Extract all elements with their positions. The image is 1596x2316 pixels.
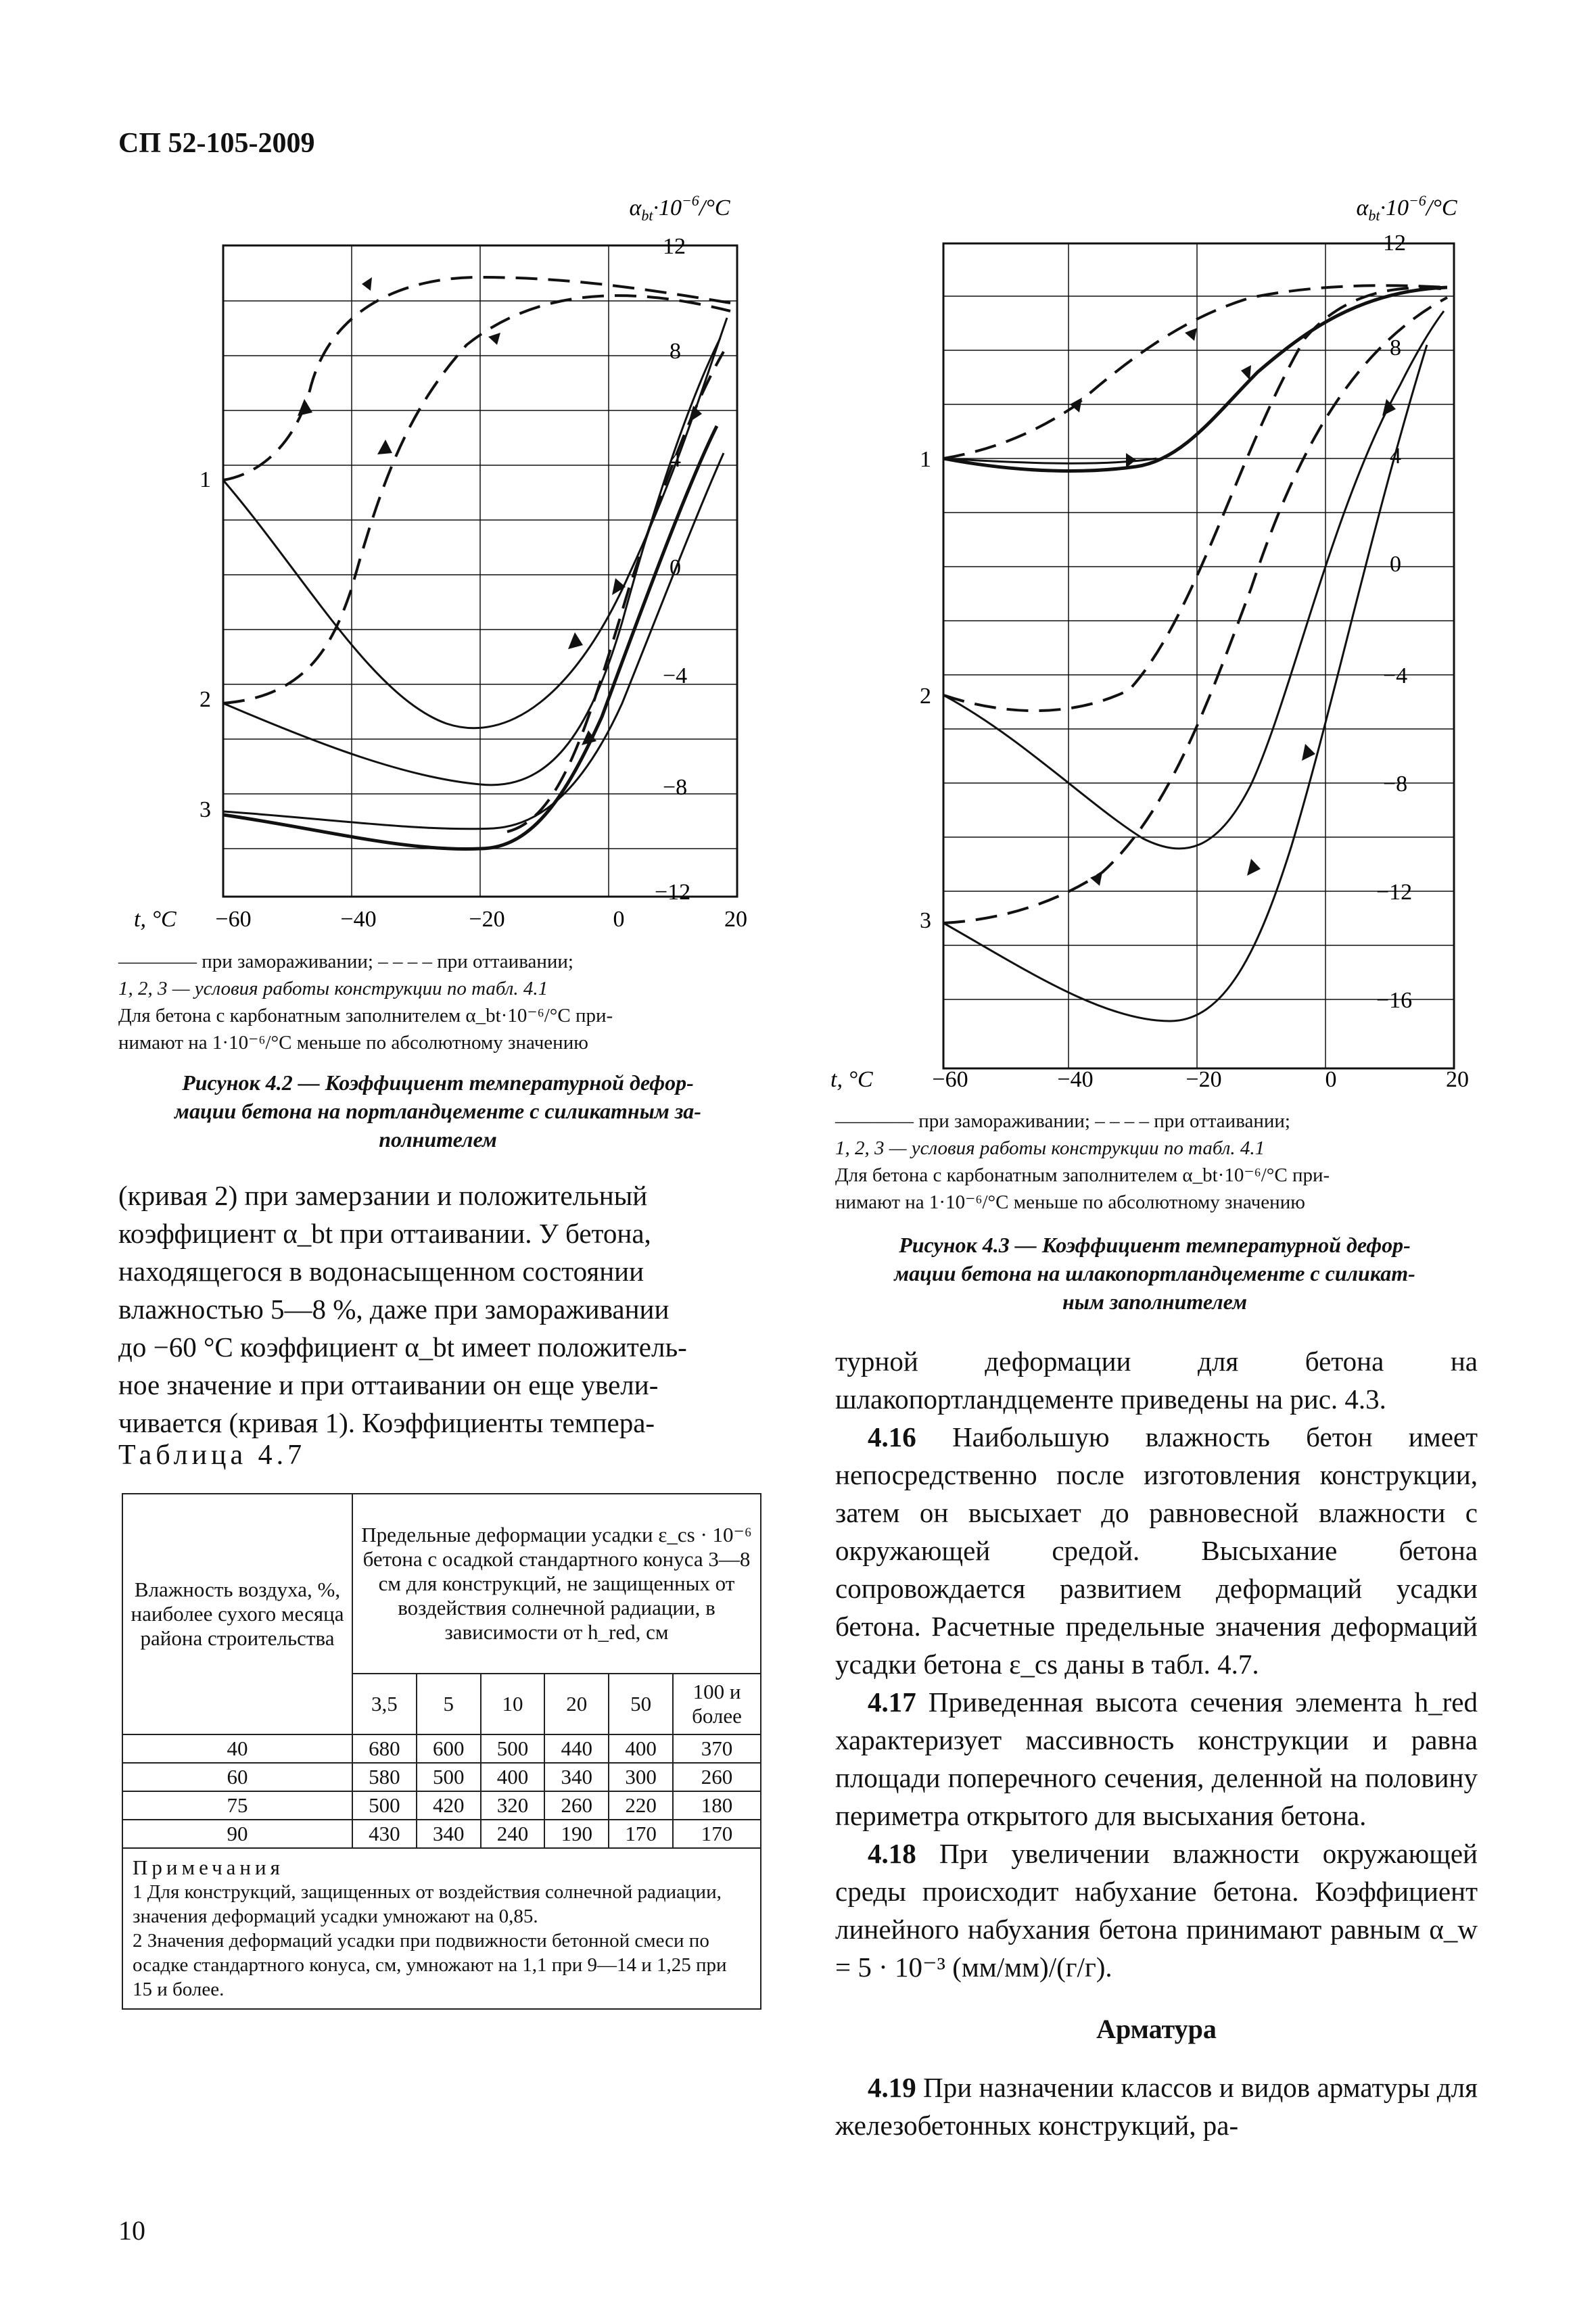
fig42-legend bbox=[118, 948, 757, 1056]
fig43-y-tick: −8 bbox=[1383, 772, 1408, 797]
fig43-y-tick: −12 bbox=[1376, 880, 1413, 905]
fig42-x-tick: −20 bbox=[469, 907, 505, 932]
fig43-y-tick: 4 bbox=[1390, 444, 1401, 469]
fig43-y-tick: −16 bbox=[1376, 988, 1413, 1013]
table-subheader: 50 bbox=[609, 1674, 673, 1734]
table-cell: 440 bbox=[544, 1734, 609, 1763]
table-cell: 680 bbox=[352, 1734, 417, 1763]
table-cell: 340 bbox=[417, 1820, 481, 1848]
fig43-x-tick: −60 bbox=[932, 1067, 968, 1092]
fig43-x-tick: 0 bbox=[1325, 1067, 1337, 1092]
fig43-x-tick: 20 bbox=[1446, 1067, 1469, 1092]
paragraph-text: При увеличении влажности окружающей среды происходит набухание бетона. Коэффициент линейного набухания бетона принимают равным α_w = 5 · 10⁻³ (мм/мм)/(г/г). bbox=[835, 1838, 1478, 1983]
fig43-legend bbox=[835, 1108, 1474, 1216]
body-line: (кривая 2) при замерзании и положительный bbox=[118, 1180, 648, 1211]
fig43-y-tick: 8 bbox=[1390, 335, 1401, 360]
paragraph-4-19 bbox=[835, 2069, 1478, 2144]
fig43-legend-line: ———— при замораживании; – – – – при оттаивании; bbox=[835, 1110, 1290, 1132]
fig43-caption bbox=[835, 1231, 1474, 1316]
paragraph-number: 4.16 bbox=[868, 1421, 916, 1452]
paragraph-number: 4.18 bbox=[868, 1838, 916, 1869]
body-line: до −60 °С коэффициент α_bt имеет положитель- bbox=[118, 1331, 687, 1363]
fig42-y-ticks bbox=[655, 234, 690, 905]
table-cell: 430 bbox=[352, 1820, 417, 1848]
body-line: ное значение и при оттаивании он еще увели- bbox=[118, 1369, 659, 1400]
table-cell: 580 bbox=[352, 1763, 417, 1791]
fig42-legend-line: нимают на 1·10⁻⁶/°С меньше по абсолютному значению bbox=[118, 1032, 588, 1054]
fig42-legend-line: Для бетона с карбонатным заполнителем α_bt·10⁻⁶/°C при- bbox=[118, 1005, 613, 1026]
fig43-x-tick: −40 bbox=[1057, 1067, 1094, 1092]
fig42-y-tick: 8 bbox=[670, 339, 681, 364]
table-group-header: Предельные деформации усадки ε_cs · 10⁻⁶ бетона с осадкой стандартного конуса 3—8 см для конструкций, не защищенных от воздействия солнечной радиации, в зависимости от h_red, см bbox=[352, 1494, 761, 1674]
left-body-text bbox=[118, 1177, 761, 1442]
fig42-legend-line: 1, 2, 3 — условия работы конструкции по табл. 4.1 bbox=[118, 978, 548, 999]
fig43-legend-line: Для бетона с карбонатным заполнителем α_bt·10⁻⁶/°C при- bbox=[835, 1164, 1330, 1186]
fig42-x-tick: 0 bbox=[613, 907, 625, 932]
table-cell: 40 bbox=[122, 1734, 352, 1763]
fig43-legend-line: нимают на 1·10⁻⁶/°С меньше по абсолютному значению bbox=[835, 1191, 1305, 1213]
table-subheader: 5 bbox=[417, 1674, 481, 1734]
table-note: 2 Значения деформаций усадки при подвижности бетонной смеси по осадке стандартного конуса, см, умножают на 1,1 при 9—14 и 1,25 при 15 и более. bbox=[133, 1930, 727, 2000]
table-cell: 600 bbox=[417, 1734, 481, 1763]
fig43-curve-label: 2 bbox=[920, 684, 931, 709]
fig43-arrow-icons bbox=[1070, 328, 1396, 886]
fig42-y-axis-title: $\alpha_{bt}\cdot 10^{-6}/^\circ C$ bbox=[629, 192, 730, 224]
fig43-curve-label: 3 bbox=[920, 908, 931, 933]
paragraph-text: При назначении классов и видов арматуры для железобетонных конструкций, ра- bbox=[835, 2072, 1478, 2141]
table-cell: 170 bbox=[673, 1820, 761, 1848]
table-cell: 180 bbox=[673, 1791, 761, 1820]
fig43-curve-labels bbox=[920, 447, 931, 933]
figure-4-3-plot bbox=[818, 183, 1495, 1095]
fig42-caption bbox=[118, 1068, 757, 1154]
table-row bbox=[122, 1763, 761, 1791]
table-cell: 220 bbox=[609, 1791, 673, 1820]
fig42-y-tick: 4 bbox=[670, 447, 681, 472]
paragraph-number: 4.19 bbox=[868, 2072, 916, 2103]
fig42-x-tick: −60 bbox=[215, 907, 252, 932]
fig42-curve-label: 2 bbox=[200, 687, 211, 712]
table-cell: 260 bbox=[673, 1763, 761, 1791]
fig43-x-axis-title: t, °C bbox=[830, 1067, 873, 1092]
table-row bbox=[122, 1734, 761, 1763]
table-notes-title: Примечания bbox=[133, 1856, 284, 1879]
body-line: коэффициент α_bt при оттаивании. У бетона, bbox=[118, 1218, 651, 1249]
fig43-y-tick: 12 bbox=[1383, 231, 1406, 256]
table-4-7 bbox=[122, 1493, 761, 2010]
table-subheader: 100 и более bbox=[673, 1674, 761, 1734]
body-line: находящегося в водонасыщенном состоянии bbox=[118, 1256, 644, 1287]
table-cell: 75 bbox=[122, 1791, 352, 1820]
paragraph-4-16 bbox=[835, 1418, 1478, 1683]
fig42-x-tick: −40 bbox=[340, 907, 377, 932]
table-notes bbox=[122, 1848, 761, 2009]
table-cell: 190 bbox=[544, 1820, 609, 1848]
body-paragraph: турной деформации для бетона на шлакопортландцементе приведены на рис. 4.3. bbox=[835, 1346, 1478, 1415]
fig43-y-axis-title: $\alpha_{bt}\cdot 10^{-6}/^\circ C$ bbox=[1356, 192, 1457, 224]
fig42-freezing-curves bbox=[223, 318, 727, 849]
table-subheader: 20 bbox=[544, 1674, 609, 1734]
fig42-legend-line: ———— при замораживании; – – – – при оттаивании; bbox=[118, 951, 573, 972]
paragraph-4-17 bbox=[835, 1683, 1478, 1835]
table-col1-header: Влажность воздуха, %, наиболее сухого месяца района строительства bbox=[122, 1494, 352, 1734]
fig42-y-tick: −8 bbox=[663, 775, 688, 800]
fig42-curve-labels bbox=[200, 467, 211, 822]
fig42-x-ticks bbox=[134, 907, 747, 932]
table-4-7-title: Таблица 4.7 bbox=[118, 1440, 306, 1471]
fig43-caption-line: ным заполнителем bbox=[1062, 1290, 1247, 1314]
fig43-caption-line: Рисунок 4.3 — Коэффициент температурной дефор- bbox=[899, 1233, 1411, 1257]
fig42-y-tick: −12 bbox=[655, 880, 691, 905]
paragraph-text: Наибольшую влажность бетон имеет непосредственно после изготовления конструкции, затем он высыхает до равновесной влажности с окружающей средой. Высыхание бетона сопровождается развитием деформаций усадки бетона. Расчетные предельные значения деформаций усадки бетона ε_cs даны в табл. 4.7. bbox=[835, 1421, 1478, 1680]
paragraph-4-18 bbox=[835, 1835, 1478, 1986]
fig43-y-ticks bbox=[1376, 231, 1412, 1013]
figure-4-2-plot bbox=[101, 183, 751, 947]
right-body-text bbox=[835, 1342, 1478, 2144]
table-cell: 90 bbox=[122, 1820, 352, 1848]
fig43-y-tick: 0 bbox=[1390, 552, 1401, 577]
body-line: чивается (кривая 1). Коэффициенты темпера- bbox=[118, 1407, 655, 1438]
document-header: СП 52-105-2009 bbox=[118, 128, 315, 159]
fig43-caption-line: мации бетона на шлакопортландцементе с силикат- bbox=[894, 1261, 1415, 1285]
table-cell: 320 bbox=[481, 1791, 545, 1820]
fig43-x-ticks bbox=[830, 1067, 1469, 1092]
table-row bbox=[122, 1820, 761, 1848]
table-cell: 170 bbox=[609, 1820, 673, 1848]
fig42-arrow-icons bbox=[298, 277, 702, 745]
fig43-legend-line: 1, 2, 3 — условия работы конструкции по табл. 4.1 bbox=[835, 1137, 1265, 1159]
table-cell: 240 bbox=[481, 1820, 545, 1848]
table-row bbox=[122, 1791, 761, 1820]
fig42-caption-line: Рисунок 4.2 — Коэффициент температурной дефор- bbox=[182, 1070, 694, 1095]
table-cell: 340 bbox=[544, 1763, 609, 1791]
body-line: влажностью 5—8 %, даже при замораживании bbox=[118, 1294, 670, 1325]
paragraph-text: Приведенная высота сечения элемента h_red характеризует массивность конструкции и равна площади поперечного сечения, деленной на половину периметра открытого для высыхания бетона. bbox=[835, 1686, 1478, 1831]
fig42-caption-line: полнителем bbox=[379, 1127, 497, 1152]
paragraph-number: 4.17 bbox=[868, 1686, 916, 1718]
table-cell: 300 bbox=[609, 1763, 673, 1791]
fig42-y-tick: 0 bbox=[670, 555, 681, 580]
fig42-caption-line: мации бетона на портландцементе с силикатным за- bbox=[174, 1099, 701, 1123]
table-subheader: 3,5 bbox=[352, 1674, 417, 1734]
fig43-thawing-curves bbox=[943, 285, 1447, 923]
table-cell: 400 bbox=[609, 1734, 673, 1763]
table-cell: 260 bbox=[544, 1791, 609, 1820]
table-note: 1 Для конструкций, защищенных от воздействия солнечной радиации, значения деформаций усадки умножают на 0,85. bbox=[133, 1881, 722, 1927]
fig42-thawing-curves bbox=[223, 277, 730, 832]
fig42-x-tick: 20 bbox=[724, 907, 747, 932]
page-number: 10 bbox=[118, 2215, 145, 2246]
table-cell: 500 bbox=[481, 1734, 545, 1763]
fig42-y-tick: −4 bbox=[663, 663, 688, 688]
fig43-x-tick: −20 bbox=[1186, 1067, 1222, 1092]
table-cell: 370 bbox=[673, 1734, 761, 1763]
fig42-curve-label: 3 bbox=[200, 797, 211, 822]
fig42-y-tick: 12 bbox=[663, 234, 686, 259]
fig42-x-axis-title: t, °C bbox=[134, 907, 177, 932]
table-cell: 60 bbox=[122, 1763, 352, 1791]
fig42-curve-label: 1 bbox=[200, 467, 211, 492]
table-cell: 500 bbox=[352, 1791, 417, 1820]
table-cell: 400 bbox=[481, 1763, 545, 1791]
table-subheader: 10 bbox=[481, 1674, 545, 1734]
fig43-curve-label: 1 bbox=[920, 447, 931, 472]
table-cell: 420 bbox=[417, 1791, 481, 1820]
section-heading: Арматура bbox=[1096, 2014, 1217, 2044]
fig43-y-tick: −4 bbox=[1383, 663, 1408, 688]
table-cell: 500 bbox=[417, 1763, 481, 1791]
